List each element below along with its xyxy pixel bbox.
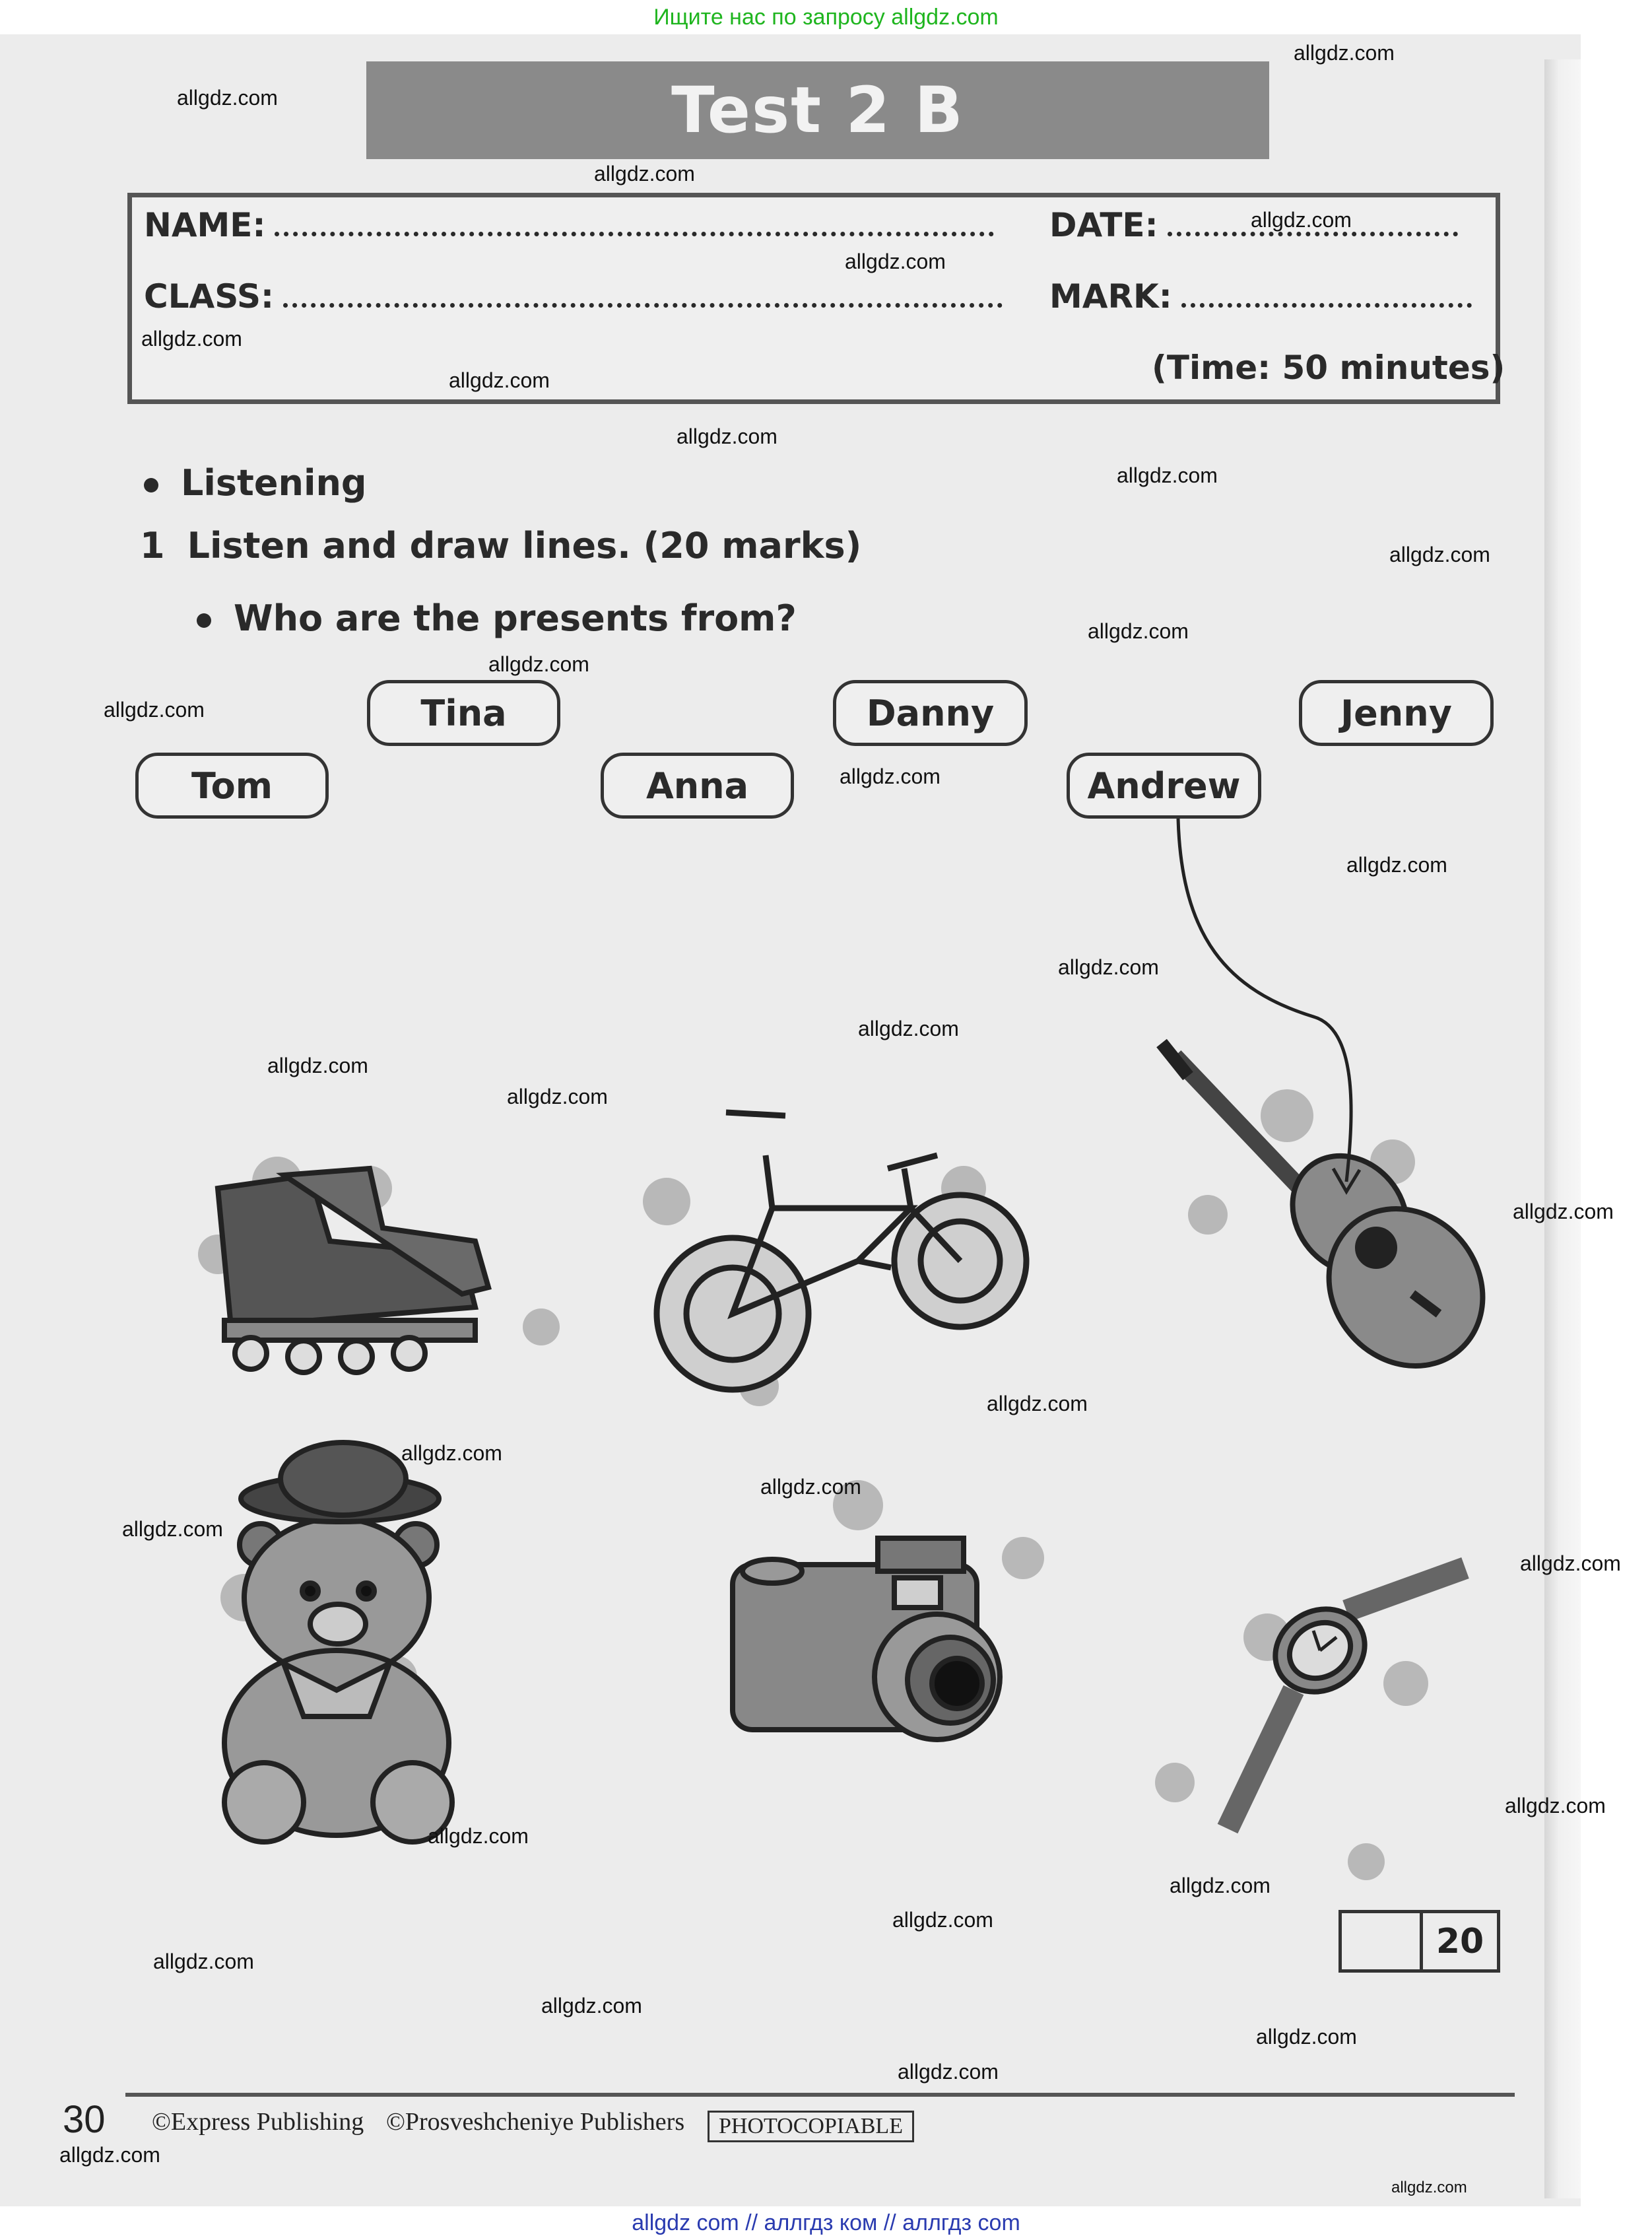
bottom-banner[interactable] <box>0 2206 1652 2240</box>
watermark: allgdz.com <box>59 2143 160 2167</box>
camera-picture[interactable] <box>733 1538 1000 1740</box>
watermark: allgdz.com <box>1251 208 1352 232</box>
watermark: allgdz.com <box>267 1054 368 1077</box>
bottom-banner-text[interactable]: allgdz com // аллгдз ком // аллгдз com <box>632 2210 1020 2235</box>
watermark: allgdz.com <box>840 764 941 788</box>
watermark: allgdz.com <box>1389 543 1490 566</box>
mark-label: MARK: <box>1049 277 1172 316</box>
watermark: allgdz.com <box>1520 1551 1621 1575</box>
watermark: allgdz.com <box>1170 1874 1271 1897</box>
watermark: allgdz.com <box>845 250 946 273</box>
watermark: allgdz.com <box>1294 41 1395 65</box>
class-label: CLASS: <box>144 277 275 316</box>
page-number: 30 <box>63 2098 106 2141</box>
watch-picture[interactable] <box>1228 1568 1465 1829</box>
name-box-tina[interactable]: Tina <box>367 680 560 746</box>
name-label: NAME: <box>144 206 266 244</box>
watermark: allgdz.com <box>488 652 589 676</box>
page-title: Test 2 B <box>671 73 964 147</box>
watermark: allgdz.com <box>104 698 205 722</box>
watermark: allgdz.com <box>677 424 777 448</box>
name-box-anna[interactable]: Anna <box>601 753 794 819</box>
watermark: allgdz.com <box>594 162 695 186</box>
watermark: allgdz.com <box>858 1017 959 1040</box>
watermark: allgdz.com <box>1117 463 1218 487</box>
watermark: allgdz.com <box>987 1392 1088 1415</box>
footer-rule <box>125 2093 1515 2097</box>
publisher-express: ©Express Publishing <box>152 2108 364 2136</box>
top-banner-text[interactable]: Ищите нас по запросу allgdz.com <box>653 5 999 30</box>
score-empty-cell[interactable] <box>1342 1913 1423 1969</box>
time-limit: (Time: 50 minutes) <box>1152 349 1505 387</box>
name-box-tom[interactable]: Tom <box>135 753 329 819</box>
watermark: allgdz.com <box>122 1517 223 1541</box>
watermark: allgdz.com <box>1513 1200 1614 1223</box>
date-label: DATE: <box>1049 206 1158 244</box>
bicycle-picture[interactable] <box>657 1112 1026 1390</box>
publisher-prosveshcheniye: ©Prosveshcheniye Publishers <box>386 2108 685 2136</box>
score-total: 20 <box>1436 1921 1484 1961</box>
watermark: allgdz.com <box>177 86 278 110</box>
name-box-danny[interactable]: Danny <box>833 680 1028 746</box>
task-text: Listen and draw lines. (20 marks) <box>187 525 862 566</box>
watermark: allgdz.com <box>153 1950 254 1973</box>
watermark: allgdz.com <box>428 1824 529 1848</box>
watermark: allgdz.com <box>1256 2025 1357 2049</box>
watermark: allgdz.com <box>1058 955 1159 979</box>
watermark: allgdz.com <box>760 1475 861 1499</box>
roller-skates-picture[interactable] <box>218 1169 488 1373</box>
watermark: allgdz.com <box>1346 853 1447 877</box>
name-box-andrew[interactable]: Andrew <box>1067 753 1261 819</box>
watermark: allgdz.com <box>541 1994 642 2018</box>
watermark: allgdz.com <box>401 1441 502 1465</box>
watermark: allgdz.com <box>898 2060 999 2084</box>
watermark: allgdz.com <box>1391 2179 1467 2196</box>
task-number: 1 <box>140 525 165 566</box>
name-box-jenny[interactable]: Jenny <box>1299 680 1494 746</box>
question-text: Who are the presents from? <box>234 597 797 639</box>
watermark: allgdz.com <box>449 368 550 392</box>
watermark: allgdz.com <box>1088 619 1189 643</box>
watermark: allgdz.com <box>507 1085 608 1108</box>
watermark: allgdz.com <box>141 327 242 351</box>
section-label: Listening <box>181 462 367 504</box>
teddy-bear-picture[interactable] <box>224 1442 452 1842</box>
score-box <box>1338 1910 1500 1973</box>
photocopiable-badge: PHOTOCOPIABLE <box>708 2111 914 2142</box>
watermark: allgdz.com <box>1505 1794 1606 1817</box>
watermark: allgdz.com <box>892 1908 993 1932</box>
